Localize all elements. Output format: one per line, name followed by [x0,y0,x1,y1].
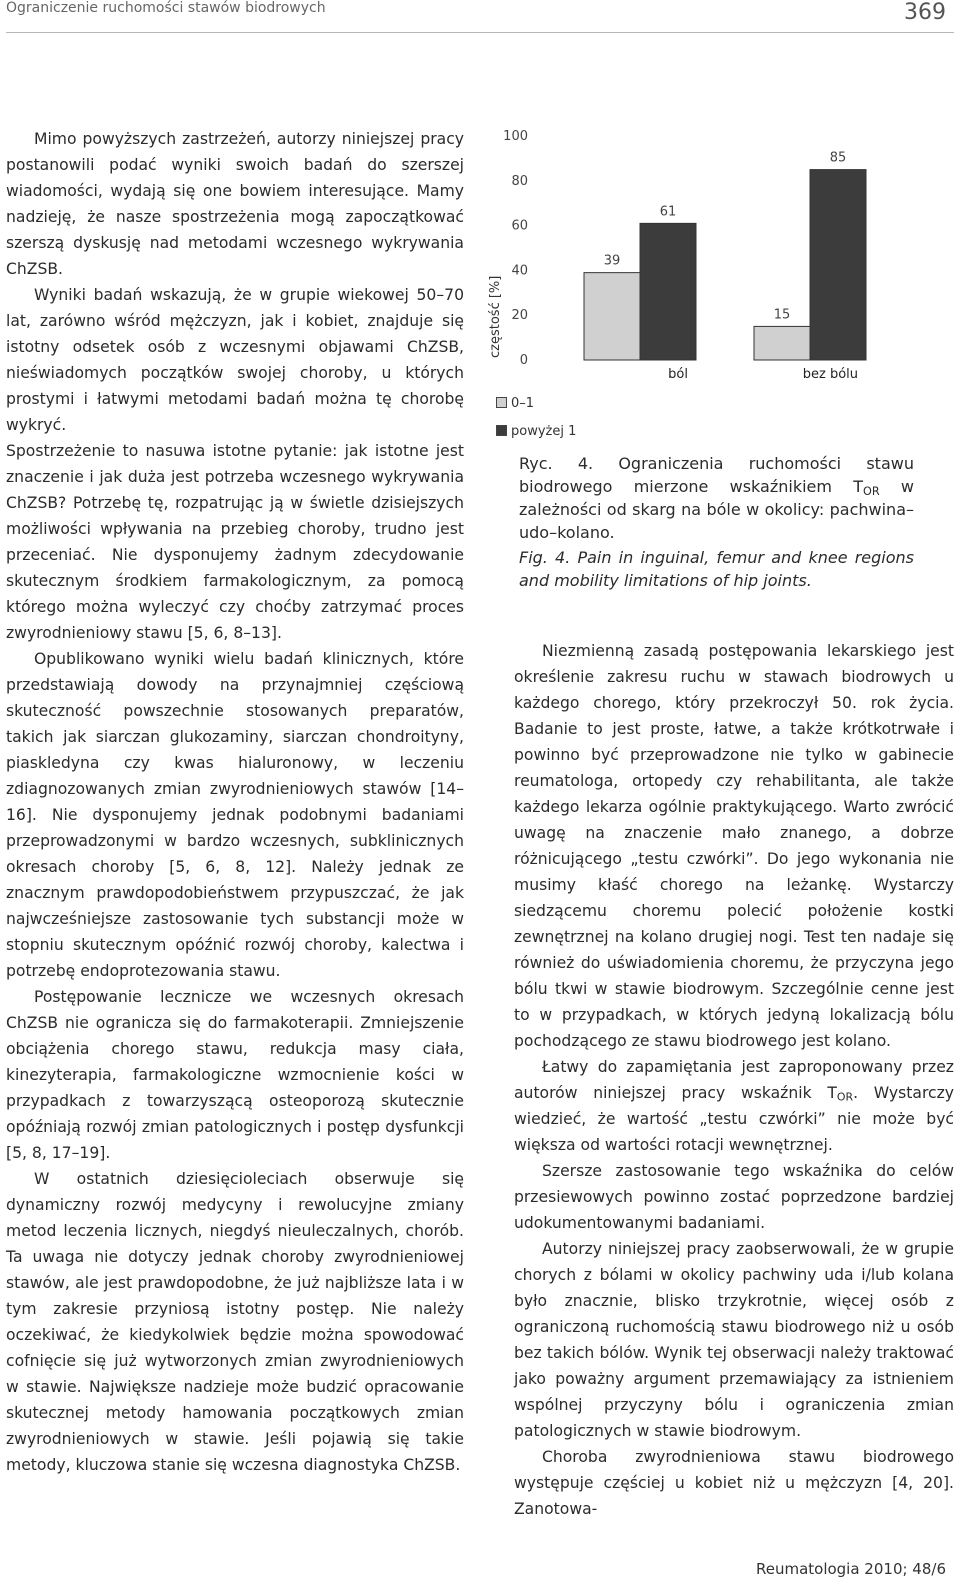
bar [584,273,640,360]
right-paragraph-2-b: . Wystarczy wiedzieć, że wartość „testu czwórki” nie może być większa od wartości rotacji wewnętrznej. [514,1084,954,1154]
legend-label-powyzej-1: powyżej 1 [511,424,577,439]
y-tick-label: 80 [511,173,528,189]
category-label: bez bólu [802,367,858,382]
caption-subscript: OR [863,484,880,498]
bar [754,326,810,360]
y-tick-label: 60 [511,218,528,234]
y-tick-label: 20 [511,308,528,324]
caption-label-en: Fig. 4. [519,548,571,567]
caption-text-pl-2: w zależności od skarg na bóle w okolicy: pachwina–udo–kolano. [519,477,914,542]
caption-english [519,546,914,592]
left-paragraph-6: W ostatnich dziesięcioleciach obserwuje się dynamiczny rozwój medycyny i rewolucyjne zmiany metod leczenia licznych, niegdyś nieuleczalnych, chorób. Ta uwaga nie dotyczy jednak choroby zwyrodnieniowej stawów, ale jest prawdopodobne, że już najbliższe lata i w tym zakresie przyniosą istotny postęp. Nie należy oczekiwać, że kiedykolwiek będzie można spowodować cofnięcie się już wytworzonych zmian zwyrodnieniowych w stawie. Największe nadzieje może budzić opracowanie skutecznej metody hamowania początkowych zmian zwyrodnieniowych w stawie. Jeśli pojawią się takie metody, kluczowa stanie się wczesna diagnostyka ChZSB. [6,1170,464,1474]
caption-text-pl-1: Ograniczenia ruchomości stawu biodrowego mierzone wskaźnikiem T [519,454,914,496]
running-head: Ograniczenie ruchomości stawów biodrowych [6,0,326,16]
left-paragraph-2: Wyniki badań wskazują, że w grupie wiekowej 50–70 lat, zarówno wśród mężczyzn, jak i kobiet, znajduje się istotny odsetek osób z wczesnymi objawami ChZSB, nieświadomych początków swojej choroby, u których prostymi i łatwymi metodami badań można tę chorobę wykryć. [6,286,464,434]
bar-value-label: 39 [603,253,621,269]
caption-text-en: Pain in inguinal, femur and knee regions and mobility limitations of hip joints. [519,548,915,590]
right-paragraph-4: Autorzy niniejszej pracy zaobserwowali, że w grupie chorych z bólami w okolicy pachwiny uda i/lub kolana było znacznie, blisko trzykrotnie, więcej osób z ograniczoną ruchomością stawu biodrowego niż u osób bez takich bólów. Wynik tej obserwacji należy traktować jako poważny argument przemawiający za istnieniem wspólnej przyczyny bólu i ograniczenia zmian patologicznych w stawie biodrowym. [514,1240,954,1440]
category-label: ból [668,367,688,382]
journal-footer: Reumatologia 2010; 48/6 [755,1560,946,1578]
bar-chart [490,120,960,450]
left-text-column [6,126,464,1478]
right-paragraph-5: Choroba zwyrodnieniowa stawu biodrowego występuje częściej u kobiet niż u mężczyzn [4, 20]. Zanotowa- [514,1448,954,1518]
figure-caption [519,452,914,592]
bar-value-label: 61 [659,204,677,220]
right-text-column [514,638,954,1522]
right-paragraph-2-subscript: OR [836,1090,854,1104]
bar [640,223,696,360]
legend-swatch-dark [496,425,507,436]
bar-value-label: 85 [829,150,847,166]
bar [810,170,866,360]
right-paragraph-1: Niezmienną zasadą postępowania lekarskiego jest określenie zakresu ruchu w stawach biodrowych u każdego chorego, który przekroczył 50. rok życia. Badanie to jest proste, łatwe, a także krótkotrwałe i powinno być przeprowadzone nie tylko w gabinecie reumatologa, ortopedy czy rehabilitanta, ale także każdego lekarza ogólnie praktykującego. Warto zwrócić uwagę na znaczenie mało znanego, a dobrze różnicującego „testu czwórki”. Do jego wykonania nie musimy kłaść chorego na leżankę. Wystarczy siedzącemu choremu polecić położenie kostki zewnętrznej na kolano drugiej nogi. Test ten nadaje się również do uświadomienia choremu, że przyczyna jego bólu tkwi w stawie biodrowym. Szczególnie cenne jest to w przypadkach, w których jedyną lokalizacją bólu pochodzącego ze stawu biodrowego jest kolano. [514,642,954,1050]
caption-polish [519,452,914,544]
y-axis-label: częstość [%] [488,275,503,358]
y-tick-label: 0 [519,353,528,368]
right-paragraph-2 [514,1054,954,1158]
legend-swatch-light [496,397,507,408]
legend-label-0-1: 0–1 [511,396,535,411]
right-paragraph-2-a: Łatwy do zapamiętania jest zaproponowany przez autorów niniejszej pracy wskaźnik T [514,1058,954,1102]
right-paragraph-3: Szersze zastosowanie tego wskaźnika do celów przesiewowych powinno zostać poprzedzone bardziej udokumentowanymi badaniami. [514,1162,954,1232]
left-paragraph-4: Opublikowano wyniki wielu badań klinicznych, które przedstawiają dowody na przynajmniej częściową skuteczność powszechnie stosowanych preparatów, takich jak siarczan glukozaminy, siarczan chondroityny, piaskledyna czy kwas hialuronowy, w leczeniu zdiagnozowanych zmian zwyrodnieniowych stawów [14–16]. Nie dysponujemy jednak podobnymi badaniami przeprowadzonymi w bardzo wczesnych, subklinicznych okresach choroby [5, 6, 8, 12]. Należy jednak ze znacznym prawdopodobieństwem przypuszczać, że jak najwcześniejsze zastosowanie tych substancji może w stopniu skutecznym opóźnić rozwój choroby, kalectwa i potrzebę endoprotezowania stawu. [6,650,464,980]
bar-value-label: 15 [773,307,791,323]
left-paragraph-1: Mimo powyższych zastrzeżeń, autorzy niniejszej pracy postanowili podać wyniki swoich badań do szerszej wiadomości, wydają się one bowiem interesujące. Mamy nadzieję, że nasze spostrzeżenia mogą zapoczątkować szerszą dyskusję nad metodami wczesnego wykrywania ChZSB. [6,130,464,278]
caption-label-pl: Ryc. 4. [519,454,594,473]
y-tick-label: 100 [503,129,528,144]
page-number: 369 [904,0,946,25]
figure-chart [490,120,960,450]
header-rule [6,32,954,33]
y-tick-label: 40 [511,263,528,279]
left-paragraph-5: Postępowanie lecznicze we wczesnych okresach ChZSB nie ogranicza się do farmakoterapii. Zmniejszenie obciążenia chorego stawu, redukcja masy ciała, kinezyterapia, farmakologiczne wzmocnienie kości w przypadkach z towarzyszącą osteoporozą skutecznie opóźniają rozwój zmian patologicznych i postęp dysfunkcji [5, 8, 17–19]. [6,988,464,1162]
legend-item-0-1 [496,396,534,411]
legend-item-powyzej-1 [496,424,576,439]
left-paragraph-3: Spostrzeżenie to nasuwa istotne pytanie: jak istotne jest znaczenie i jak duża jest potrzeba wczesnego wykrywania ChZSB? Potrzebę tę, rozpatrując ją w świetle dzisiejszych możliwości wpływania na przebieg choroby, trudno jest przeceniać. Nie dysponujemy żadnym zdecydowanie skutecznym środkiem farmakologicznym, za pomocą którego można wyleczyć czy choćby zatrzymać proces zwyrodnieniowy stawu [5, 6, 8–13]. [6,442,464,642]
